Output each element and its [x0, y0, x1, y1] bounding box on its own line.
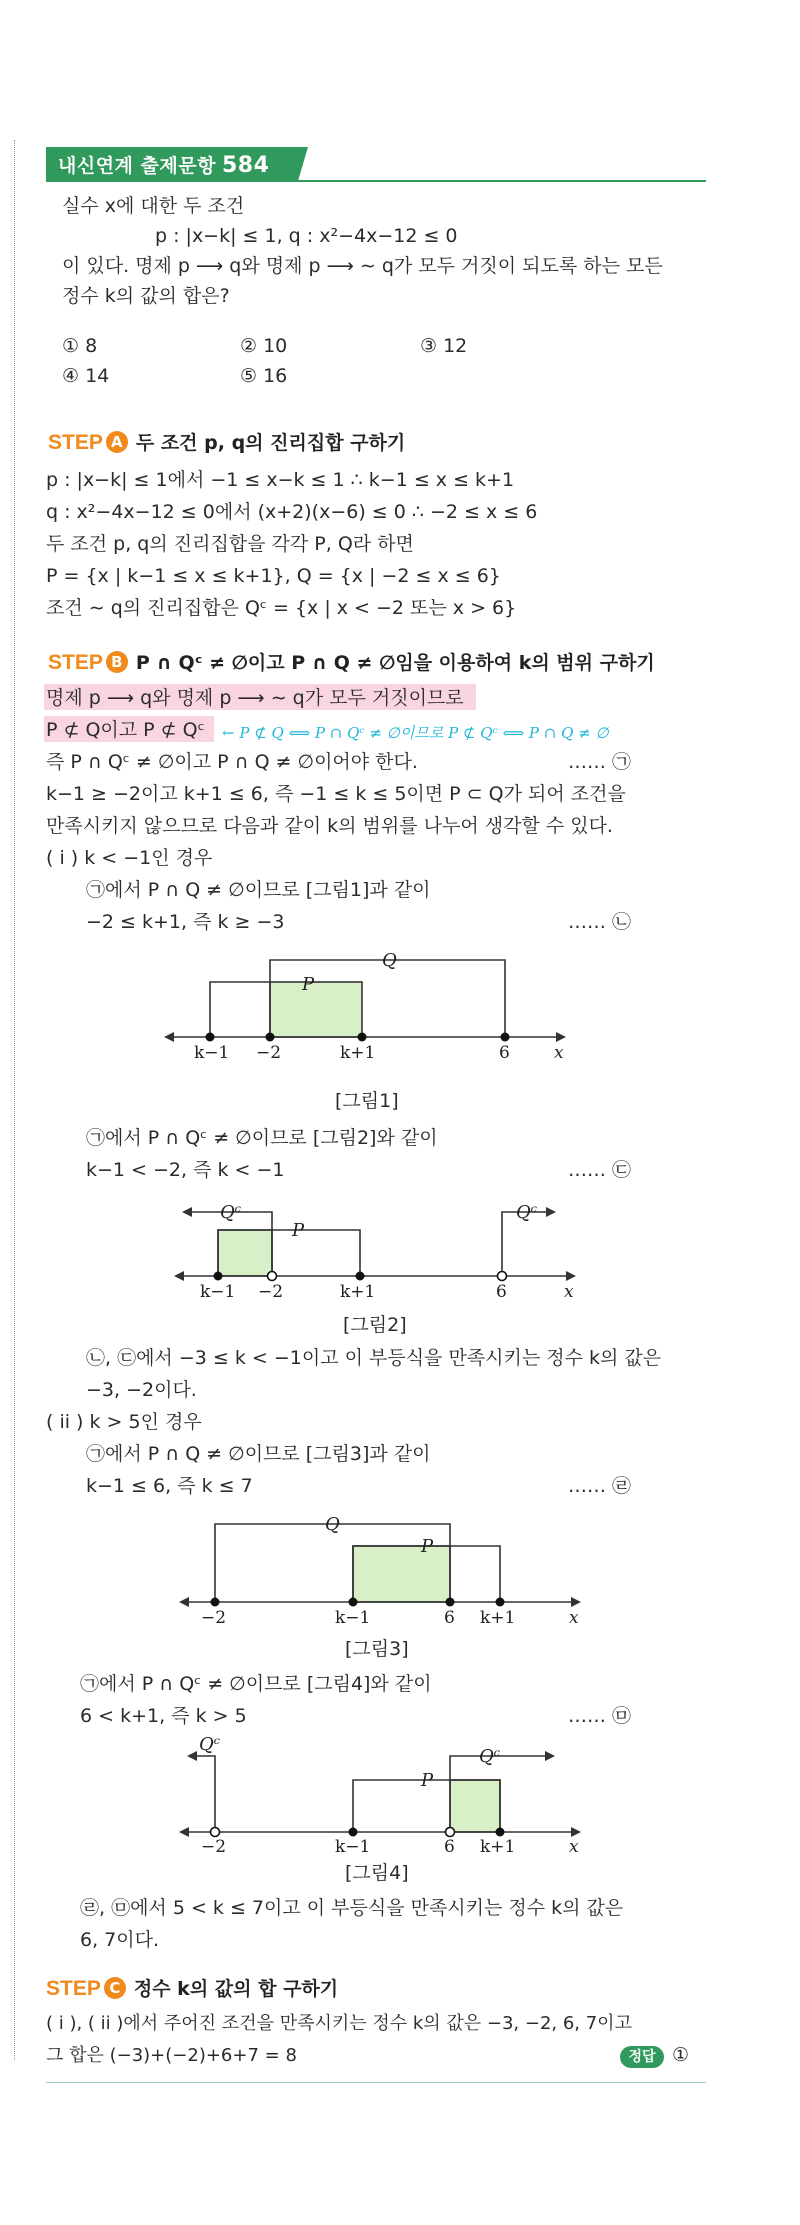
fig4-tick-label: 6	[444, 1837, 455, 1852]
step-c-label: STEP	[46, 1977, 101, 2000]
fig3-p-label: P	[421, 1536, 434, 1557]
fig1-left-arrow-icon	[164, 1032, 174, 1042]
fig1-tick-label: k−1	[194, 1043, 230, 1060]
fig2-open-point	[268, 1272, 277, 1281]
step-b-line-5: 만족시키지 않으므로 다음과 같이 k의 범위를 나누어 생각할 수 있다.	[46, 815, 613, 837]
choice-2: ② 10	[240, 335, 288, 357]
step-a-badge: A	[106, 431, 128, 453]
step-b-line-3: 즉 P ∩ Qᶜ ≠ ∅이고 P ∩ Q ≠ ∅이어야 한다.	[46, 751, 418, 773]
fig4-qc-left-arrow-icon	[187, 1751, 197, 1761]
case-2-line-e: ㉣, ㉤에서 5 < k ≤ 7이고 이 부등식을 만족시키는 정수 k의 값은	[80, 1897, 624, 1919]
step-a-heading	[48, 428, 405, 455]
fig2-qc-right-arrow-icon	[546, 1207, 556, 1217]
fig2-open-point	[498, 1272, 507, 1281]
fig1-point	[501, 1033, 510, 1042]
step-b-badge: B	[106, 651, 128, 673]
problem-header	[46, 147, 308, 183]
fig4-tick-label: −2	[201, 1837, 227, 1852]
fig2-point	[214, 1272, 223, 1281]
step-b-title: P ∩ Qᶜ ≠ ∅이고 P ∩ Q ≠ ∅임을 이용하여 k의 범위 구하기	[135, 652, 655, 674]
header-notch	[298, 147, 308, 181]
fig4-point	[349, 1828, 358, 1837]
fig1-point	[358, 1033, 367, 1042]
step-a-line-1: p : |x−k| ≤ 1에서 −1 ≤ x−k ≤ 1 ∴ k−1 ≤ x ≤ k+1	[46, 469, 515, 491]
step-b-heading	[48, 648, 655, 675]
fig4-qc-label: Qᶜ	[479, 1746, 501, 1767]
figure-1-caption: [그림1]	[335, 1090, 399, 1112]
choice-1: ① 8	[62, 335, 98, 357]
fig1-q-label: Q	[382, 950, 397, 971]
marker-e: …… ㉤	[568, 1705, 632, 1727]
bottom-divider	[46, 2082, 706, 2083]
step-a-line-3: 두 조건 p, q의 진리집합을 각각 P, Q라 하면	[46, 533, 414, 555]
marker-d: …… ㉣	[568, 1475, 632, 1497]
fig2-qc-label: Qᶜ	[220, 1202, 242, 1223]
page-margin-dotted-line	[14, 140, 15, 2060]
fig1-point	[206, 1033, 215, 1042]
marker-c: …… ㉢	[568, 1159, 632, 1181]
fig3-tick-label: 6	[444, 1608, 455, 1624]
fig3-tick-label: k+1	[480, 1608, 516, 1624]
problem-line-2: p : |x−k| ≤ 1, q : x²−4x−12 ≤ 0	[155, 225, 458, 247]
answer-value: ①	[672, 2044, 690, 2066]
case-2-line-c: ㉠에서 P ∩ Qᶜ ≠ ∅이므로 [그림4]와 같이	[80, 1673, 432, 1695]
answer-badge: 정답	[620, 2046, 664, 2068]
step-b-line-4: k−1 ≥ −2이고 k+1 ≤ 6, 즉 −1 ≤ k ≤ 5이면 P ⊂ Q가 되어 조건을	[46, 783, 626, 805]
step-b-pink-line-2: P ⊄ Q이고 P ⊄ Qᶜ	[46, 719, 205, 741]
case-2-heading: ( ii ) k > 5인 경우	[46, 1411, 202, 1433]
header-number: 584	[221, 153, 270, 178]
fig4-x-label: x	[569, 1837, 579, 1852]
fig2-overlap-fill	[218, 1230, 272, 1276]
fig1-p-bracket	[210, 982, 270, 1037]
case-1-heading: ( i ) k < −1인 경우	[46, 847, 213, 869]
case-2-line-a: ㉠에서 P ∩ Q ≠ ∅이므로 [그림3]과 같이	[86, 1443, 431, 1465]
fig4-tick-label: k+1	[480, 1837, 516, 1852]
case-1-line-d: k−1 < −2, 즉 k < −1	[86, 1159, 285, 1181]
step-c-line-2: 그 합은 (−3)+(−2)+6+7 = 8	[46, 2045, 297, 2066]
fig4-open-point	[446, 1828, 455, 1837]
fig2-tick-label: k−1	[200, 1282, 236, 1300]
case-1-line-a: ㉠에서 P ∩ Q ≠ ∅이므로 [그림1]과 같이	[86, 879, 431, 901]
marker-b: …… ㉡	[568, 911, 632, 933]
fig4-qc-label: Qᶜ	[199, 1734, 221, 1755]
figure-4-diagram	[175, 1722, 595, 1852]
case-2-line-d: 6 < k+1, 즉 k > 5	[80, 1705, 247, 1727]
fig4-tick-label: k−1	[335, 1837, 371, 1852]
fig4-point	[496, 1828, 505, 1837]
fig3-point	[496, 1598, 505, 1607]
fig3-left-arrow-icon	[179, 1597, 189, 1607]
header-label: 내신연계 출제문항	[58, 155, 216, 177]
step-b-label: STEP	[48, 651, 103, 674]
fig1-overlap-fill	[270, 982, 362, 1037]
step-a-line-5: 조건 ∼ q의 진리집합은 Qᶜ = {x | x < −2 또는 x > 6}	[46, 597, 517, 619]
fig2-left-arrow-icon	[174, 1271, 184, 1281]
fig3-overlap-fill	[353, 1546, 450, 1602]
fig1-point	[266, 1033, 275, 1042]
step-a-line-4: P = {x | k−1 ≤ x ≤ k+1}, Q = {x | −2 ≤ x ≤ 6}	[46, 565, 501, 587]
step-a-line-2: q : x²−4x−12 ≤ 0에서 (x+2)(x−6) ≤ 0 ∴ −2 ≤ x ≤ 6	[46, 501, 538, 523]
fig2-qc-label: Qᶜ	[516, 1202, 538, 1223]
fig3-q-label: Q	[325, 1514, 340, 1535]
figure-3-caption: [그림3]	[345, 1638, 409, 1660]
case-1-line-b: −2 ≤ k+1, 즉 k ≥ −3	[86, 911, 285, 933]
fig2-tick-label: k+1	[340, 1282, 376, 1300]
problem-line-1: 실수 x에 대한 두 조건	[62, 195, 245, 217]
fig3-tick-label: k−1	[335, 1608, 371, 1624]
fig3-tick-label: −2	[201, 1608, 227, 1624]
step-b-cyan-note: ← P ⊄ Q ⟺ P ∩ Qᶜ ≠ ∅이므로 P ⊄ Qᶜ ⟺ P ∩ Q ≠ ∅	[222, 724, 609, 742]
case-1-line-c: ㉠에서 P ∩ Qᶜ ≠ ∅이므로 [그림2]와 같이	[86, 1127, 438, 1149]
problem-line-3: 이 있다. 명제 p ⟶ q와 명제 p ⟶ ∼ q가 모두 거짓이 되도록 하는 모든	[62, 255, 663, 277]
figure-2-diagram	[170, 1180, 590, 1300]
step-c-line-1: ( i ), ( ii )에서 주어진 조건을 만족시키는 정수 k의 값은 −3, −2, 6, 7이고	[46, 2013, 632, 2034]
fig4-left-arrow-icon	[179, 1827, 189, 1837]
choice-3: ③ 12	[420, 335, 468, 357]
fig1-x-label: x	[554, 1043, 564, 1060]
fig3-point	[349, 1598, 358, 1607]
header-title	[58, 151, 269, 178]
fig4-qc-right-arrow-icon	[545, 1751, 555, 1761]
header-underline	[46, 180, 706, 182]
fig1-tick-label: −2	[256, 1043, 282, 1060]
fig3-point	[446, 1598, 455, 1607]
fig1-tick-label: k+1	[340, 1043, 376, 1060]
fig2-x-label: x	[564, 1282, 574, 1300]
fig2-right-arrow-icon	[566, 1271, 576, 1281]
fig1-tick-label: 6	[499, 1043, 510, 1060]
fig4-overlap-fill	[450, 1780, 500, 1832]
fig2-tick-label: −2	[258, 1282, 284, 1300]
fig4-right-arrow-icon	[571, 1827, 581, 1837]
fig2-point	[356, 1272, 365, 1281]
figure-4-caption: [그림4]	[345, 1862, 409, 1884]
fig3-point	[211, 1598, 220, 1607]
fig2-p-label: P	[292, 1220, 305, 1241]
problem-line-4: 정수 k의 값의 합은?	[62, 285, 230, 307]
case-2-line-b: k−1 ≤ 6, 즉 k ≤ 7	[86, 1475, 253, 1497]
fig4-qc-left-bracket	[195, 1756, 215, 1832]
fig3-right-arrow-icon	[571, 1597, 581, 1607]
step-c-title: 정수 k의 값의 합 구하기	[133, 1978, 339, 2000]
step-a-label: STEP	[48, 431, 103, 454]
choice-5: ⑤ 16	[240, 365, 288, 387]
step-a-title: 두 조건 p, q의 진리집합 구하기	[135, 432, 406, 454]
step-b-pink-line-1: 명제 p ⟶ q와 명제 p ⟶ ∼ q가 모두 거짓이므로	[46, 687, 464, 709]
choice-4: ④ 14	[62, 365, 110, 387]
step-c-badge: C	[104, 1977, 126, 1999]
step-c-heading	[46, 1974, 338, 2001]
fig2-qc-left-arrow-icon	[182, 1207, 192, 1217]
fig4-open-point	[211, 1828, 220, 1837]
marker-a: …… ㉠	[568, 751, 632, 773]
fig2-tick-label: 6	[496, 1282, 507, 1300]
case-1-line-f: −3, −2이다.	[86, 1379, 197, 1401]
figure-2-caption: [그림2]	[343, 1314, 407, 1336]
figure-1-diagram	[160, 930, 580, 1060]
fig4-p-label: P	[421, 1770, 434, 1791]
fig1-right-arrow-icon	[556, 1032, 566, 1042]
case-2-line-f: 6, 7이다.	[80, 1929, 160, 1951]
case-1-line-e: ㉡, ㉢에서 −3 ≤ k < −1이고 이 부등식을 만족시키는 정수 k의 값은	[86, 1347, 662, 1369]
figure-3-diagram	[175, 1494, 595, 1624]
fig3-x-label: x	[569, 1608, 579, 1624]
fig1-p-label: P	[302, 974, 315, 995]
